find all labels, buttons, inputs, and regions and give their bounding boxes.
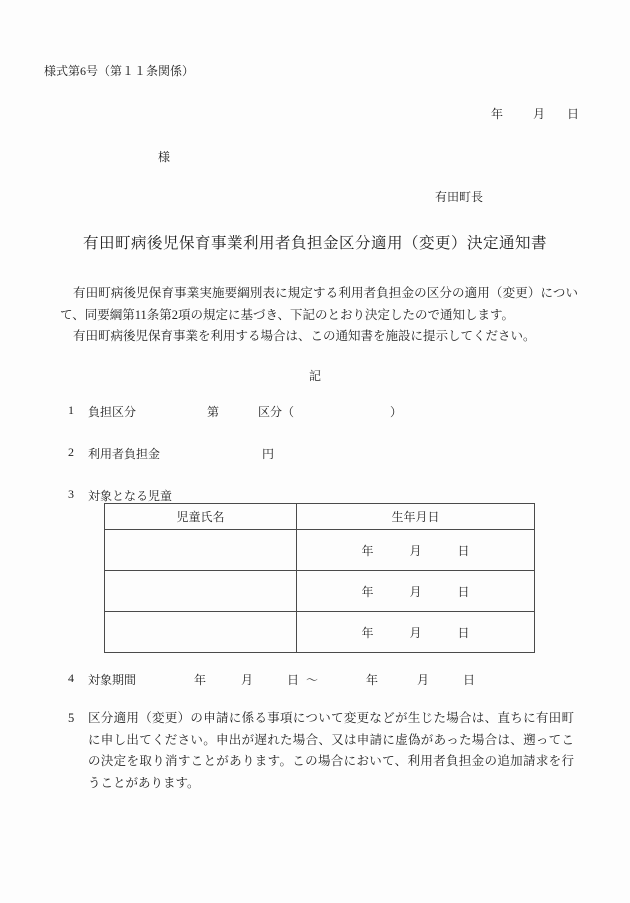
table-row	[105, 612, 535, 653]
birth-day-label: 日	[457, 625, 470, 640]
birth-day-label: 日	[457, 584, 470, 599]
child-birthdate-cell	[297, 612, 535, 653]
date-month-label: 月	[533, 107, 546, 121]
item-1-kubun-open: 区分（	[258, 405, 295, 419]
birth-year-label: 年	[361, 543, 374, 558]
child-name-cell	[105, 571, 297, 612]
period-start-year-label: 年	[194, 673, 207, 687]
item-1-dai: 第	[207, 405, 220, 419]
item-4-label: 対象期間	[88, 673, 137, 687]
record-marker: 記	[308, 369, 321, 383]
children-table-header-birth: 生年月日	[297, 504, 535, 530]
item-2-label: 利用者負担金	[88, 447, 161, 461]
body-paragraph-1: 有田町病後児保育事業実施要綱別表に規定する利用者負担金の区分の適用（変更）について、同要綱第11条第2項の規定に基づき、下記のとおり決定したので通知します。	[60, 286, 578, 322]
birth-month-label: 月	[409, 625, 422, 640]
child-name-cell	[105, 612, 297, 653]
period-end-year-label: 年	[366, 673, 379, 687]
period-tilde: ～	[306, 673, 319, 687]
period-end-month-label: 月	[417, 673, 430, 687]
child-birthdate-cell	[297, 571, 535, 612]
child-name-cell	[105, 530, 297, 571]
addressee-suffix: 様	[158, 150, 171, 164]
period-start-day-label: 日	[287, 673, 300, 687]
form-number: 様式第6号（第１１条関係）	[44, 64, 195, 78]
document-title: 有田町病後児保育事業利用者負担金区分適用（変更）決定通知書	[82, 235, 547, 252]
table-row	[105, 530, 535, 571]
date-year-label: 年	[491, 107, 504, 121]
item-2-number: 2	[68, 445, 74, 459]
birth-month-label: 月	[409, 543, 422, 558]
birth-year-label: 年	[361, 625, 374, 640]
child-birthdate-cell	[297, 530, 535, 571]
item-5-number: 5	[68, 711, 75, 725]
birth-day-label: 日	[457, 543, 470, 558]
children-table-header-name: 児童氏名	[105, 504, 297, 530]
item-3-label: 対象となる児童	[88, 489, 173, 503]
date-day-label: 日	[567, 107, 580, 121]
children-table	[104, 503, 535, 653]
item-2-unit-yen: 円	[262, 447, 275, 461]
body-paragraph-2: 有田町病後児保育事業を利用する場合は、この通知書を施設に提示してください。	[73, 329, 536, 343]
children-table-header-row	[105, 504, 535, 530]
birth-year-label: 年	[361, 584, 374, 599]
period-end-day-label: 日	[463, 673, 476, 687]
item-1-number: 1	[68, 403, 74, 417]
period-start-month-label: 月	[241, 673, 254, 687]
item-3-number: 3	[68, 487, 74, 501]
issuer-name: 有田町長	[435, 190, 484, 204]
item-1-label: 負担区分	[88, 405, 137, 419]
item-5-change-notice	[68, 708, 574, 794]
item-5-text: 区分適用（変更）の申請に係る事項について変更などが生じた場合は、直ちに有田町に申し出てください。申出が遅れた場合、又は申請に虚偽があった場合は、遡ってこの決定を取り消すことがあります。この場合において、利用者負担金の追加請求を行うことがあります。	[88, 711, 574, 790]
item-4-number: 4	[68, 671, 74, 685]
item-1-paren-close: ）	[390, 405, 403, 419]
table-row	[105, 571, 535, 612]
birth-month-label: 月	[409, 584, 422, 599]
